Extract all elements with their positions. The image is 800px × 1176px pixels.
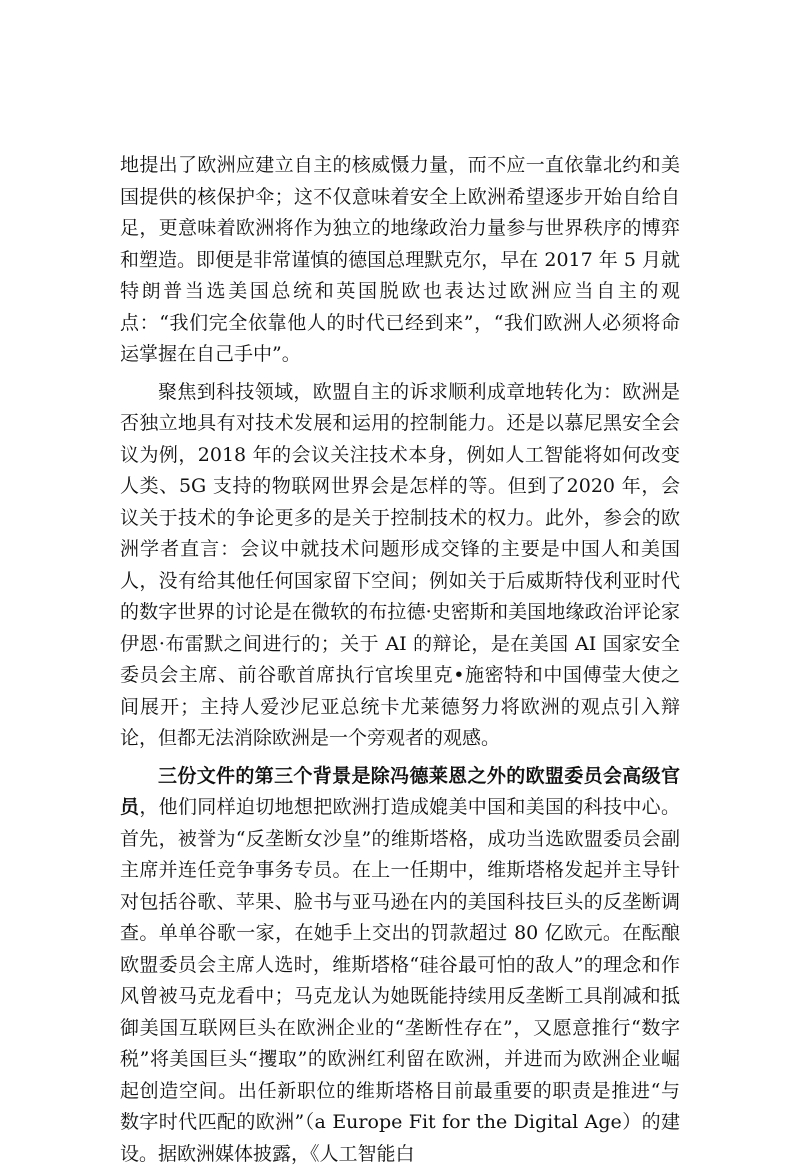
paragraph-3-text: ，他们同样迫切地想把欧洲打造成媲美中国和美国的科技中心。首先，被誉为“反垄断女沙皇”的维斯塔格，成功当选欧盟委员会副主席并连任竞争事务专员。在上一任期中，维斯塔格发起并主导针对包括谷歌、苹果、脸书与亚马逊在内的美国科技巨头的反垄断调查。单单谷歌一家，在她手上交出的罚款超过 80 亿欧元。在酝酿欧盟委员会主席人选时，维斯塔格“硅谷最可怕的敌人”的理念和作风曾被马克龙看中；马克龙认为她既能持续用反垄断工具削减和抵御美国互联网巨头在欧洲企业的“垄断性存在”，又愿意推行“数字税”将美国巨头“攫取”的欧洲红利留在欧洲，并进而为欧洲企业崛起创造空间。出任新职位的维斯塔格目前最重要的职责是推进“与数字时代匹配的欧洲”（a Europe Fit for the Digital Age）的建设。据欧洲媒体披露，《人工智能白 <box>120 796 680 1165</box>
body-text <box>120 150 680 1176</box>
paragraph-1-text: 地提出了欧洲应建立自主的核威慑力量，而不应一直依靠北约和美国提供的核保护伞；这不仅意味着安全上欧洲希望逐步开始自给自足，更意味着欧洲将作为独立的地缘政治力量参与世界秩序的博弈和塑造。即便是非常谨慎的德国总理默克尔，早在 2017 年 5 月就特朗普当选美国总统和英国脱欧也表达过欧洲应当自主的观点：“我们完全依靠他人的时代已经到来”，“我们欧洲人必须将命运掌握在自己手中”。 <box>120 154 680 365</box>
paragraph-1 <box>120 150 680 371</box>
paragraph-2-text: 聚焦到科技领域，欧盟自主的诉求顺利成章地转化为：欧洲是否独立地具有对技术发展和运用的控制能力。还是以慕尼黑安全会议为例，2018 年的会议关注技术本身，例如人工智能将如何改变人类、5G 支持的物联网世界会是怎样的等。但到了2020 年，会议关于技术的争论更多的是关于控制技术的权力。此外，参会的欧洲学者直言：会议中就技术问题形成交锋的主要是中国人和美国人，没有给其他任何国家留下空间；例如关于后威斯特伐利亚时代的数字世界的讨论是在微软的布拉德·史密斯和美国地缘政治评论家伊恩·布雷默之间进行的；关于 AI 的辩论，是在美国 AI 国家安全委员会主席、前谷歌首席执行官埃里克•施密特和中国傅莹大使之间展开；主持人爱沙尼亚总统卡尤莱德努力将欧洲的观点引入辩论，但都无法消除欧洲是一个旁观者的观感。 <box>120 380 680 749</box>
paragraph-3 <box>120 761 680 1171</box>
paragraph-2 <box>120 377 680 755</box>
paragraph-3-bold-lead: 三份文件的第三个背景是除冯德莱恩之外的欧盟委员会高级官员 <box>120 764 680 818</box>
